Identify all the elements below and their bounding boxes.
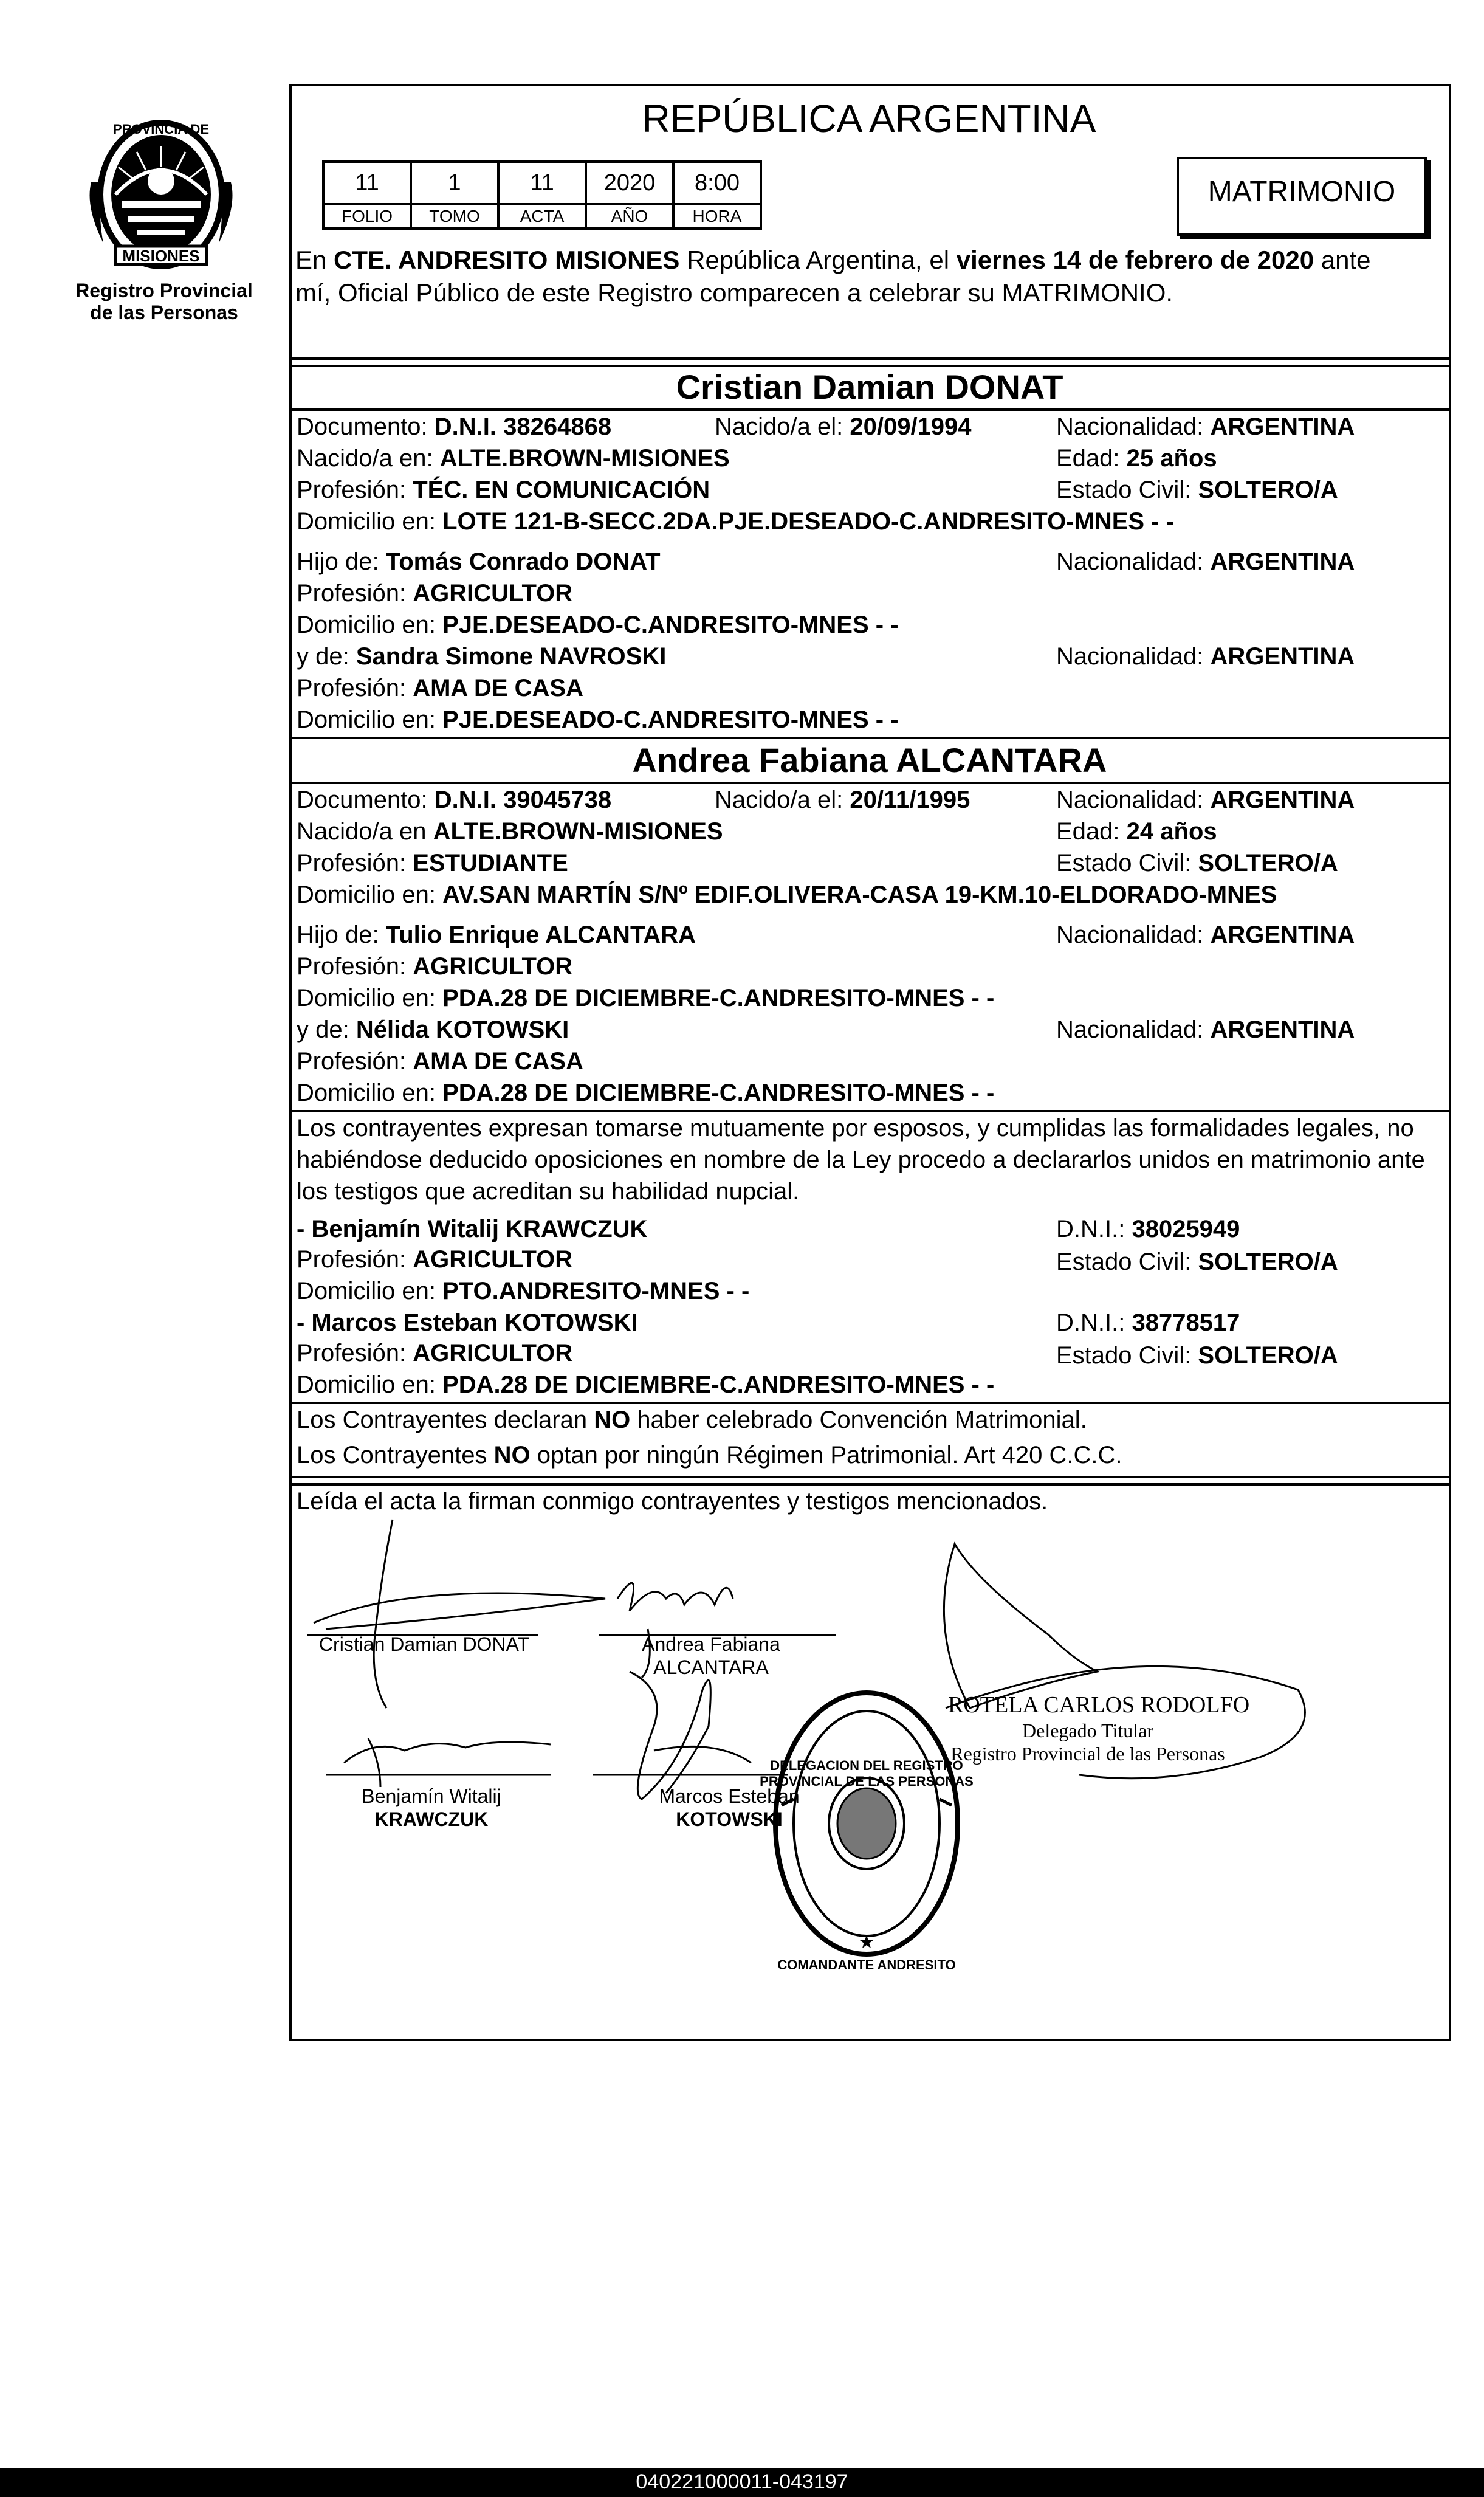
svg-text:PROVINCIA DE: PROVINCIA DE — [112, 122, 210, 137]
closing-text: Leída el acta la firman conmigo contrayentes y testigos mencionados. — [297, 1488, 1048, 1515]
bride-age: Edad: 24 años — [1056, 818, 1217, 845]
bride-father: Hijo de: Tulio Enrique ALCANTARA — [297, 921, 696, 948]
record-type: MATRIMONIO — [1207, 176, 1396, 208]
signature-witness-1-name-2: KRAWCZUK — [374, 1808, 489, 1830]
signature-bride-name-2: ALCANTARA — [653, 1656, 769, 1678]
signature-witness-2-name-2: KOTOWSKI — [676, 1808, 783, 1830]
ceremony-date: viernes 14 de febrero de 2020 — [956, 246, 1314, 274]
page-title: REPÚBLICA ARGENTINA — [642, 97, 1096, 140]
convention-line-1: Los Contrayentes declaran NO haber celebrado Convención Matrimonial. — [297, 1407, 1087, 1433]
groom-mother-profession: Profesión: AMA DE CASA — [297, 675, 583, 701]
groom-father-address: Domicilio en: PJE.DESEADO-C.ANDRESITO-MNES - - — [297, 611, 899, 638]
signature-witness-2-name-1: Marcos Esteban — [659, 1785, 800, 1807]
bride-nationality: Nacionalidad: ARGENTINA — [1056, 787, 1355, 813]
witness-2-name: - Marcos Esteban KOTOWSKI — [297, 1309, 638, 1336]
ceremony-place: CTE. ANDRESITO MISIONES — [334, 246, 680, 274]
witness-2-address: Domicilio en: PDA.28 DE DICIEMBRE-C.ANDRESITO-MNES - - — [297, 1371, 995, 1398]
bride-mother-address: Domicilio en: PDA.28 DE DICIEMBRE-C.ANDRESITO-MNES - - — [297, 1080, 995, 1106]
bride-father-nationality: Nacionalidad: ARGENTINA — [1056, 921, 1355, 948]
ano-value: 2020 — [586, 162, 673, 204]
bride-address: Domicilio en: AV.SAN MARTÍN S/Nº EDIF.OLIVERA-CASA 19-KM.10-ELDORADO-MNES — [297, 881, 1277, 908]
hora-key: HORA — [673, 204, 761, 229]
svg-text:MISIONES: MISIONES — [122, 247, 200, 265]
witness-2-signature — [630, 1672, 751, 1799]
folio-value: 11 — [323, 162, 411, 204]
province-logo — [79, 109, 243, 274]
svg-text:★: ★ — [858, 1932, 875, 1952]
witness-1-address: Domicilio en: PTO.ANDRESITO-MNES - - — [297, 1278, 750, 1304]
groom-doc: Documento: D.N.I. 38264868 — [297, 413, 612, 440]
bride-father-profession: Profesión: AGRICULTOR — [297, 953, 573, 980]
witness-2-civil-status: Estado Civil: SOLTERO/A — [1056, 1342, 1338, 1369]
barcode-number: 040221000011-043197 — [636, 2470, 848, 2493]
witness-1-civil-status: Estado Civil: SOLTERO/A — [1056, 1248, 1338, 1275]
bride-birthplace: Nacido/a en ALTE.BROWN-MISIONES — [297, 818, 723, 845]
hora-value: 8:00 — [673, 162, 761, 204]
convention-line-2: Los Contrayentes NO optan por ningún Régimen Patrimonial. Art 420 C.C.C. — [297, 1442, 1122, 1469]
bride-mother: y de: Nélida KOTOWSKI — [297, 1016, 569, 1043]
groom-name: Cristian Damian DONAT — [676, 368, 1063, 406]
groom-birthplace: Nacido/a en: ALTE.BROWN-MISIONES — [297, 445, 730, 472]
witness-1-signature — [344, 1738, 551, 1787]
bride-doc: Documento: D.N.I. 39045738 — [297, 787, 612, 813]
stamp-inner-text: COMANDANTE ANDRESITO — [777, 1957, 956, 1972]
tomo-value: 1 — [411, 162, 498, 204]
official-name: ROTELA CARLOS RODOLFO — [948, 1692, 1250, 1718]
witness-2-profession: Profesión: AGRICULTOR — [297, 1340, 573, 1366]
groom-profession: Profesión: TÉC. EN COMUNICACIÓN — [297, 477, 710, 503]
witness-1-name: - Benjamín Witalij KRAWCZUK — [297, 1216, 648, 1242]
intro-line-2: mí, Oficial Público de este Registro comparecen a celebrar su MATRIMONIO. — [295, 278, 1173, 307]
folio-key: FOLIO — [323, 204, 411, 229]
groom-nationality: Nacionalidad: ARGENTINA — [1056, 413, 1355, 440]
record-table — [322, 160, 762, 230]
bride-born: Nacido/a el: 20/11/1995 — [715, 787, 970, 813]
bride-profession: Profesión: ESTUDIANTE — [297, 850, 568, 877]
bride-mother-profession: Profesión: AMA DE CASA — [297, 1048, 583, 1075]
declaration-line-1: Los contrayentes expresan tomarse mutuamente por esposos, y cumplidas las formalidades legales, no — [297, 1115, 1414, 1142]
bride-name: Andrea Fabiana ALCANTARA — [632, 741, 1107, 779]
acta-value: 11 — [498, 162, 586, 204]
official-organization: Registro Provincial de las Personas — [950, 1743, 1225, 1765]
declaration-line-2: habiéndose deducido oposiciones en nombre de la Ley procedo a declararlos unidos en matrimonio ante — [297, 1146, 1425, 1173]
stamp-ring-text: DELEGACION DEL REGISTRO PROVINCIAL DE LAS PERSONAS — [760, 1758, 974, 1789]
groom-age: Edad: 25 años — [1056, 445, 1217, 472]
witness-1-profession: Profesión: AGRICULTOR — [297, 1246, 573, 1273]
misiones-seal-icon — [79, 109, 243, 274]
witness-1-dni: D.N.I.: 38025949 — [1056, 1216, 1240, 1242]
groom-mother: y de: Sandra Simone NAVROSKI — [297, 643, 667, 670]
intro-line-1: En CTE. ANDRESITO MISIONES República Argentina, el viernes 14 de febrero de 2020 ante — [295, 246, 1371, 274]
ano-key: AÑO — [586, 204, 673, 229]
declaration-line-3: los testigos que acreditan su habilidad nupcial. — [297, 1178, 800, 1205]
bride-mother-nationality: Nacionalidad: ARGENTINA — [1056, 1016, 1355, 1043]
groom-father: Hijo de: Tomás Conrado DONAT — [297, 548, 661, 575]
bride-civil-status: Estado Civil: SOLTERO/A — [1056, 850, 1338, 877]
signature-groom-name: Cristian Damian DONAT — [318, 1633, 530, 1655]
groom-signature — [314, 1520, 605, 1708]
signature-bride-name-1: Andrea Fabiana — [642, 1633, 780, 1655]
groom-address: Domicilio en: LOTE 121-B-SECC.2DA.PJE.DESEADO-C.ANDRESITO-MNES - - — [297, 508, 1174, 535]
official-title: Delegado Titular — [1022, 1720, 1153, 1741]
groom-born: Nacido/a el: 20/09/1994 — [715, 413, 972, 440]
logo-caption-line1: Registro Provincial — [75, 280, 253, 301]
groom-father-profession: Profesión: AGRICULTOR — [297, 580, 573, 607]
groom-mother-address: Domicilio en: PJE.DESEADO-C.ANDRESITO-MNES - - — [297, 706, 899, 733]
groom-mother-nationality: Nacionalidad: ARGENTINA — [1056, 643, 1355, 670]
witness-2-dni: D.N.I.: 38778517 — [1056, 1309, 1240, 1336]
groom-civil-status: Estado Civil: SOLTERO/A — [1056, 477, 1338, 503]
logo-caption-line2: de las Personas — [90, 301, 238, 323]
bride-father-address: Domicilio en: PDA.28 DE DICIEMBRE-C.ANDRESITO-MNES - - — [297, 985, 995, 1011]
tomo-key: TOMO — [411, 204, 498, 229]
header-divider — [289, 357, 1449, 360]
signature-witness-1-name-1: Benjamín Witalij — [362, 1785, 501, 1807]
logo-caption — [67, 280, 261, 323]
groom-father-nationality: Nacionalidad: ARGENTINA — [1056, 548, 1355, 575]
acta-key: ACTA — [498, 204, 586, 229]
